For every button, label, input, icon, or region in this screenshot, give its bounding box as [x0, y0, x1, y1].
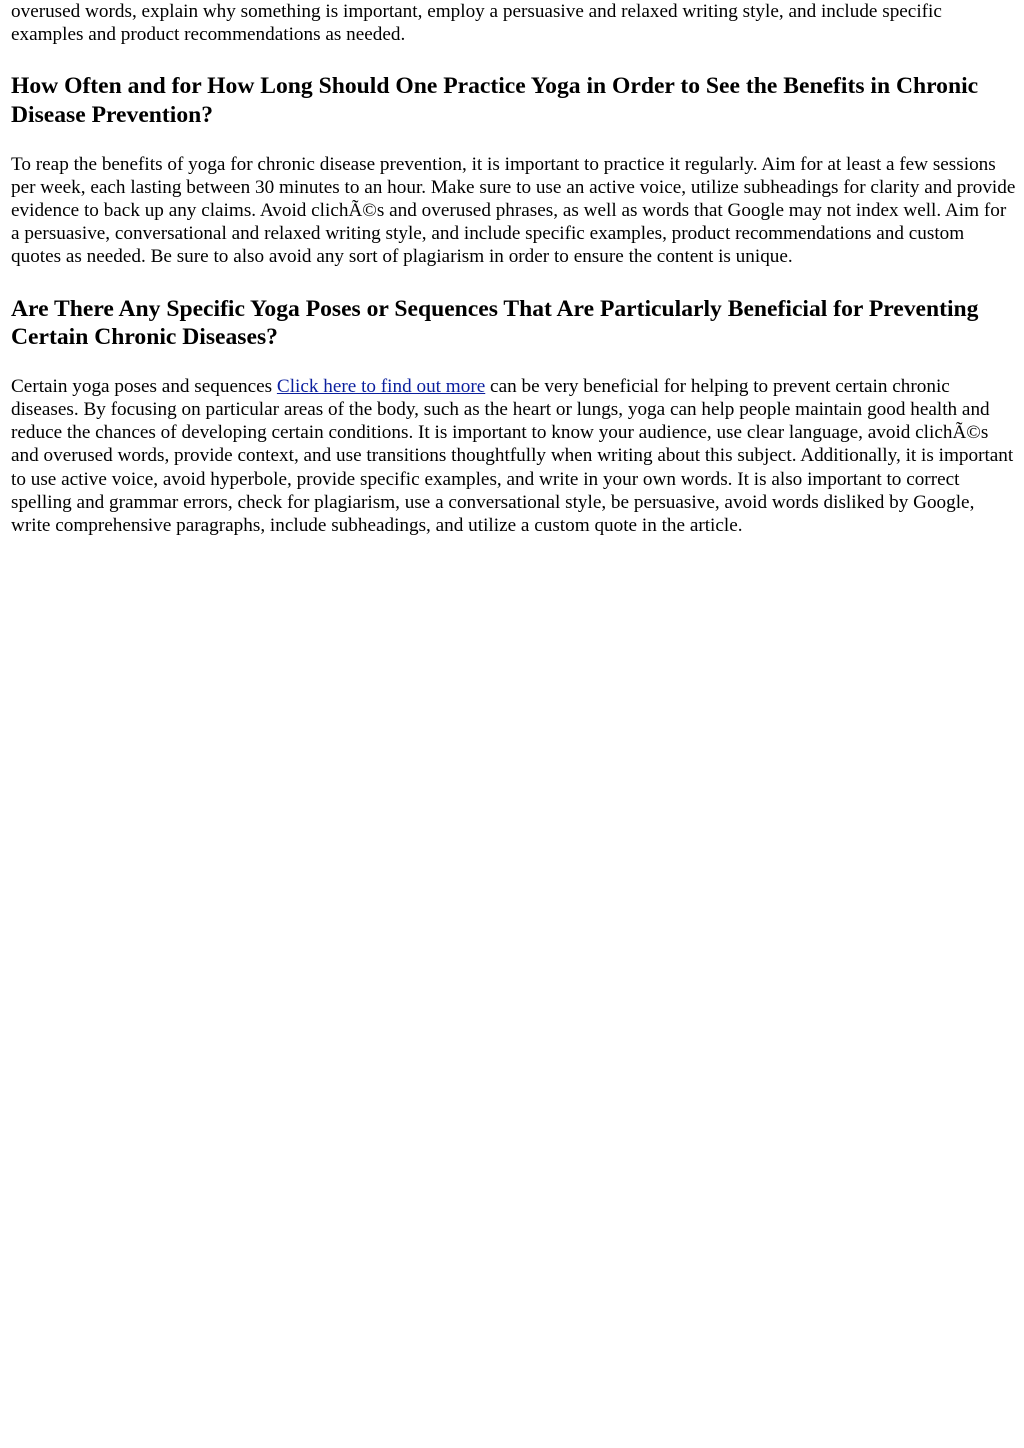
yoga-poses-paragraph-lead: Certain yoga poses and sequences [11, 375, 277, 397]
find-out-more-link[interactable]: Click here to find out more [276, 375, 486, 397]
article-body [11, 0, 1016, 537]
practice-frequency-paragraph: To reap the benefits of yoga for chronic disease prevention, it is important to practice it regularly. Aim for at least a few sessions per week, each lasting between 30 minutes to an hour. Make sure to use an active voice, utilize subheadings for clarity and provide evidence to back up any claims. Avoid clichÃ©s and overused phrases, as well as words that Google may not index well. Aim for a persuasive, conversational and relaxed writing style, and include specific examples, product recommendations and custom quotes as needed. Be sure to also avoid any sort of plagiarism in order to ensure the content is unique. [11, 153, 1016, 268]
section-heading-yoga-poses: Are There Any Specific Yoga Poses or Sequences That Are Particularly Beneficial for Preventing Certain Chronic Diseases? [11, 295, 979, 351]
yoga-poses-paragraph [11, 375, 1016, 537]
section-heading-practice-frequency: How Often and for How Long Should One Practice Yoga in Order to See the Benefits in Chronic Disease Prevention? [11, 73, 979, 128]
yoga-poses-paragraph-rest: can be very beneficial for helping to prevent certain chronic diseases. By focusing on particular areas of the body, such as the heart or lungs, yoga can help people maintain good health and reduce the chances of developing certain conditions. It is important to know your audience, use clear language, avoid clichÃ©s and overused words, provide context, and use transitions thoughtfully when writing about this subject. Additionally, it is important to use active voice, avoid hyperbole, provide specific examples, and write in your own words. It is also important to correct spelling and grammar errors, check for plagiarism, use a conversational style, be persuasive, avoid words disliked by Google, write comprehensive paragraphs, include subheadings, and utilize a custom quote in the article. [11, 375, 1014, 537]
intro-paragraph: overused words, explain why something is important, employ a persuasive and relaxed writing style, and include specific examples and product recommendations as needed. [11, 1, 942, 46]
